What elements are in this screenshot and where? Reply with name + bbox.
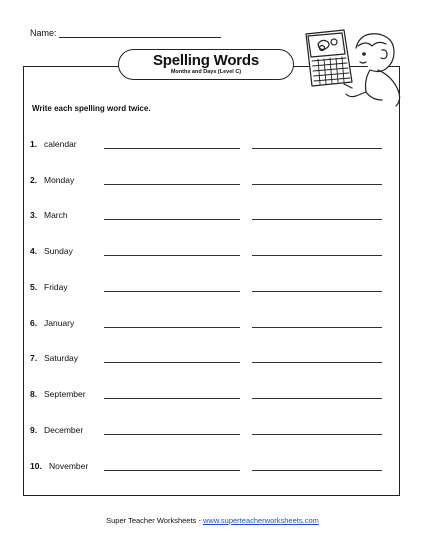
spelling-word: December [44, 425, 84, 435]
answer-line-1[interactable] [104, 255, 240, 256]
footer [0, 516, 425, 525]
word-row-7 [30, 351, 390, 365]
word-row-6 [30, 316, 390, 330]
word-number: 10. [30, 461, 42, 471]
page-title: Spelling Words [152, 52, 260, 69]
word-number: 9. [30, 425, 38, 435]
word-number: 8. [30, 389, 38, 399]
answer-line-1[interactable] [104, 362, 240, 363]
name-field[interactable] [59, 28, 221, 38]
answer-line-2[interactable] [252, 398, 382, 399]
word-row-5 [30, 280, 390, 294]
answer-line-2[interactable] [252, 148, 382, 149]
spelling-word: September [44, 389, 86, 399]
footer-text: Super Teacher Worksheets - [106, 516, 203, 525]
spelling-word: March [44, 210, 68, 220]
spelling-word: calendar [44, 139, 77, 149]
footer-link[interactable]: www.superteacherworksheets.com [202, 516, 319, 525]
answer-line-2[interactable] [252, 255, 382, 256]
answer-line-1[interactable] [104, 434, 240, 435]
answer-line-2[interactable] [252, 291, 382, 292]
word-number: 5. [30, 282, 38, 292]
spelling-word: Friday [44, 282, 68, 292]
word-number: 2. [30, 175, 38, 185]
answer-line-1[interactable] [104, 184, 240, 185]
answer-line-2[interactable] [252, 434, 382, 435]
word-number: 1. [30, 139, 38, 149]
word-row-3 [30, 208, 390, 222]
word-row-9 [30, 423, 390, 437]
kid-with-calendar-icon [300, 26, 410, 108]
answer-line-2[interactable] [252, 470, 382, 471]
answer-line-2[interactable] [252, 327, 382, 328]
answer-line-1[interactable] [104, 291, 240, 292]
page-subtitle: Months and Days (Level C) [170, 69, 242, 75]
word-number: 6. [30, 318, 38, 328]
spelling-word: Saturday [44, 353, 79, 363]
word-row-4 [30, 244, 390, 258]
word-row-1 [30, 137, 390, 151]
spelling-word: November [49, 461, 89, 471]
word-number: 3. [30, 210, 38, 220]
answer-line-1[interactable] [104, 398, 240, 399]
title-box [118, 49, 294, 80]
spelling-word: Monday [44, 175, 75, 185]
answer-line-2[interactable] [252, 219, 382, 220]
spelling-word: Sunday [44, 246, 73, 256]
word-row-8 [30, 387, 390, 401]
spelling-word: January [44, 318, 75, 328]
word-number: 7. [30, 353, 38, 363]
name-row [30, 28, 221, 38]
word-number: 4. [30, 246, 38, 256]
answer-line-1[interactable] [104, 219, 240, 220]
answer-line-2[interactable] [252, 362, 382, 363]
answer-line-1[interactable] [104, 148, 240, 149]
name-label: Name: [30, 28, 57, 38]
answer-line-1[interactable] [104, 470, 240, 471]
word-row-2 [30, 173, 390, 187]
instructions: Write each spelling word twice. [32, 104, 151, 113]
word-row-10 [30, 459, 390, 473]
answer-line-2[interactable] [252, 184, 382, 185]
answer-line-1[interactable] [104, 327, 240, 328]
